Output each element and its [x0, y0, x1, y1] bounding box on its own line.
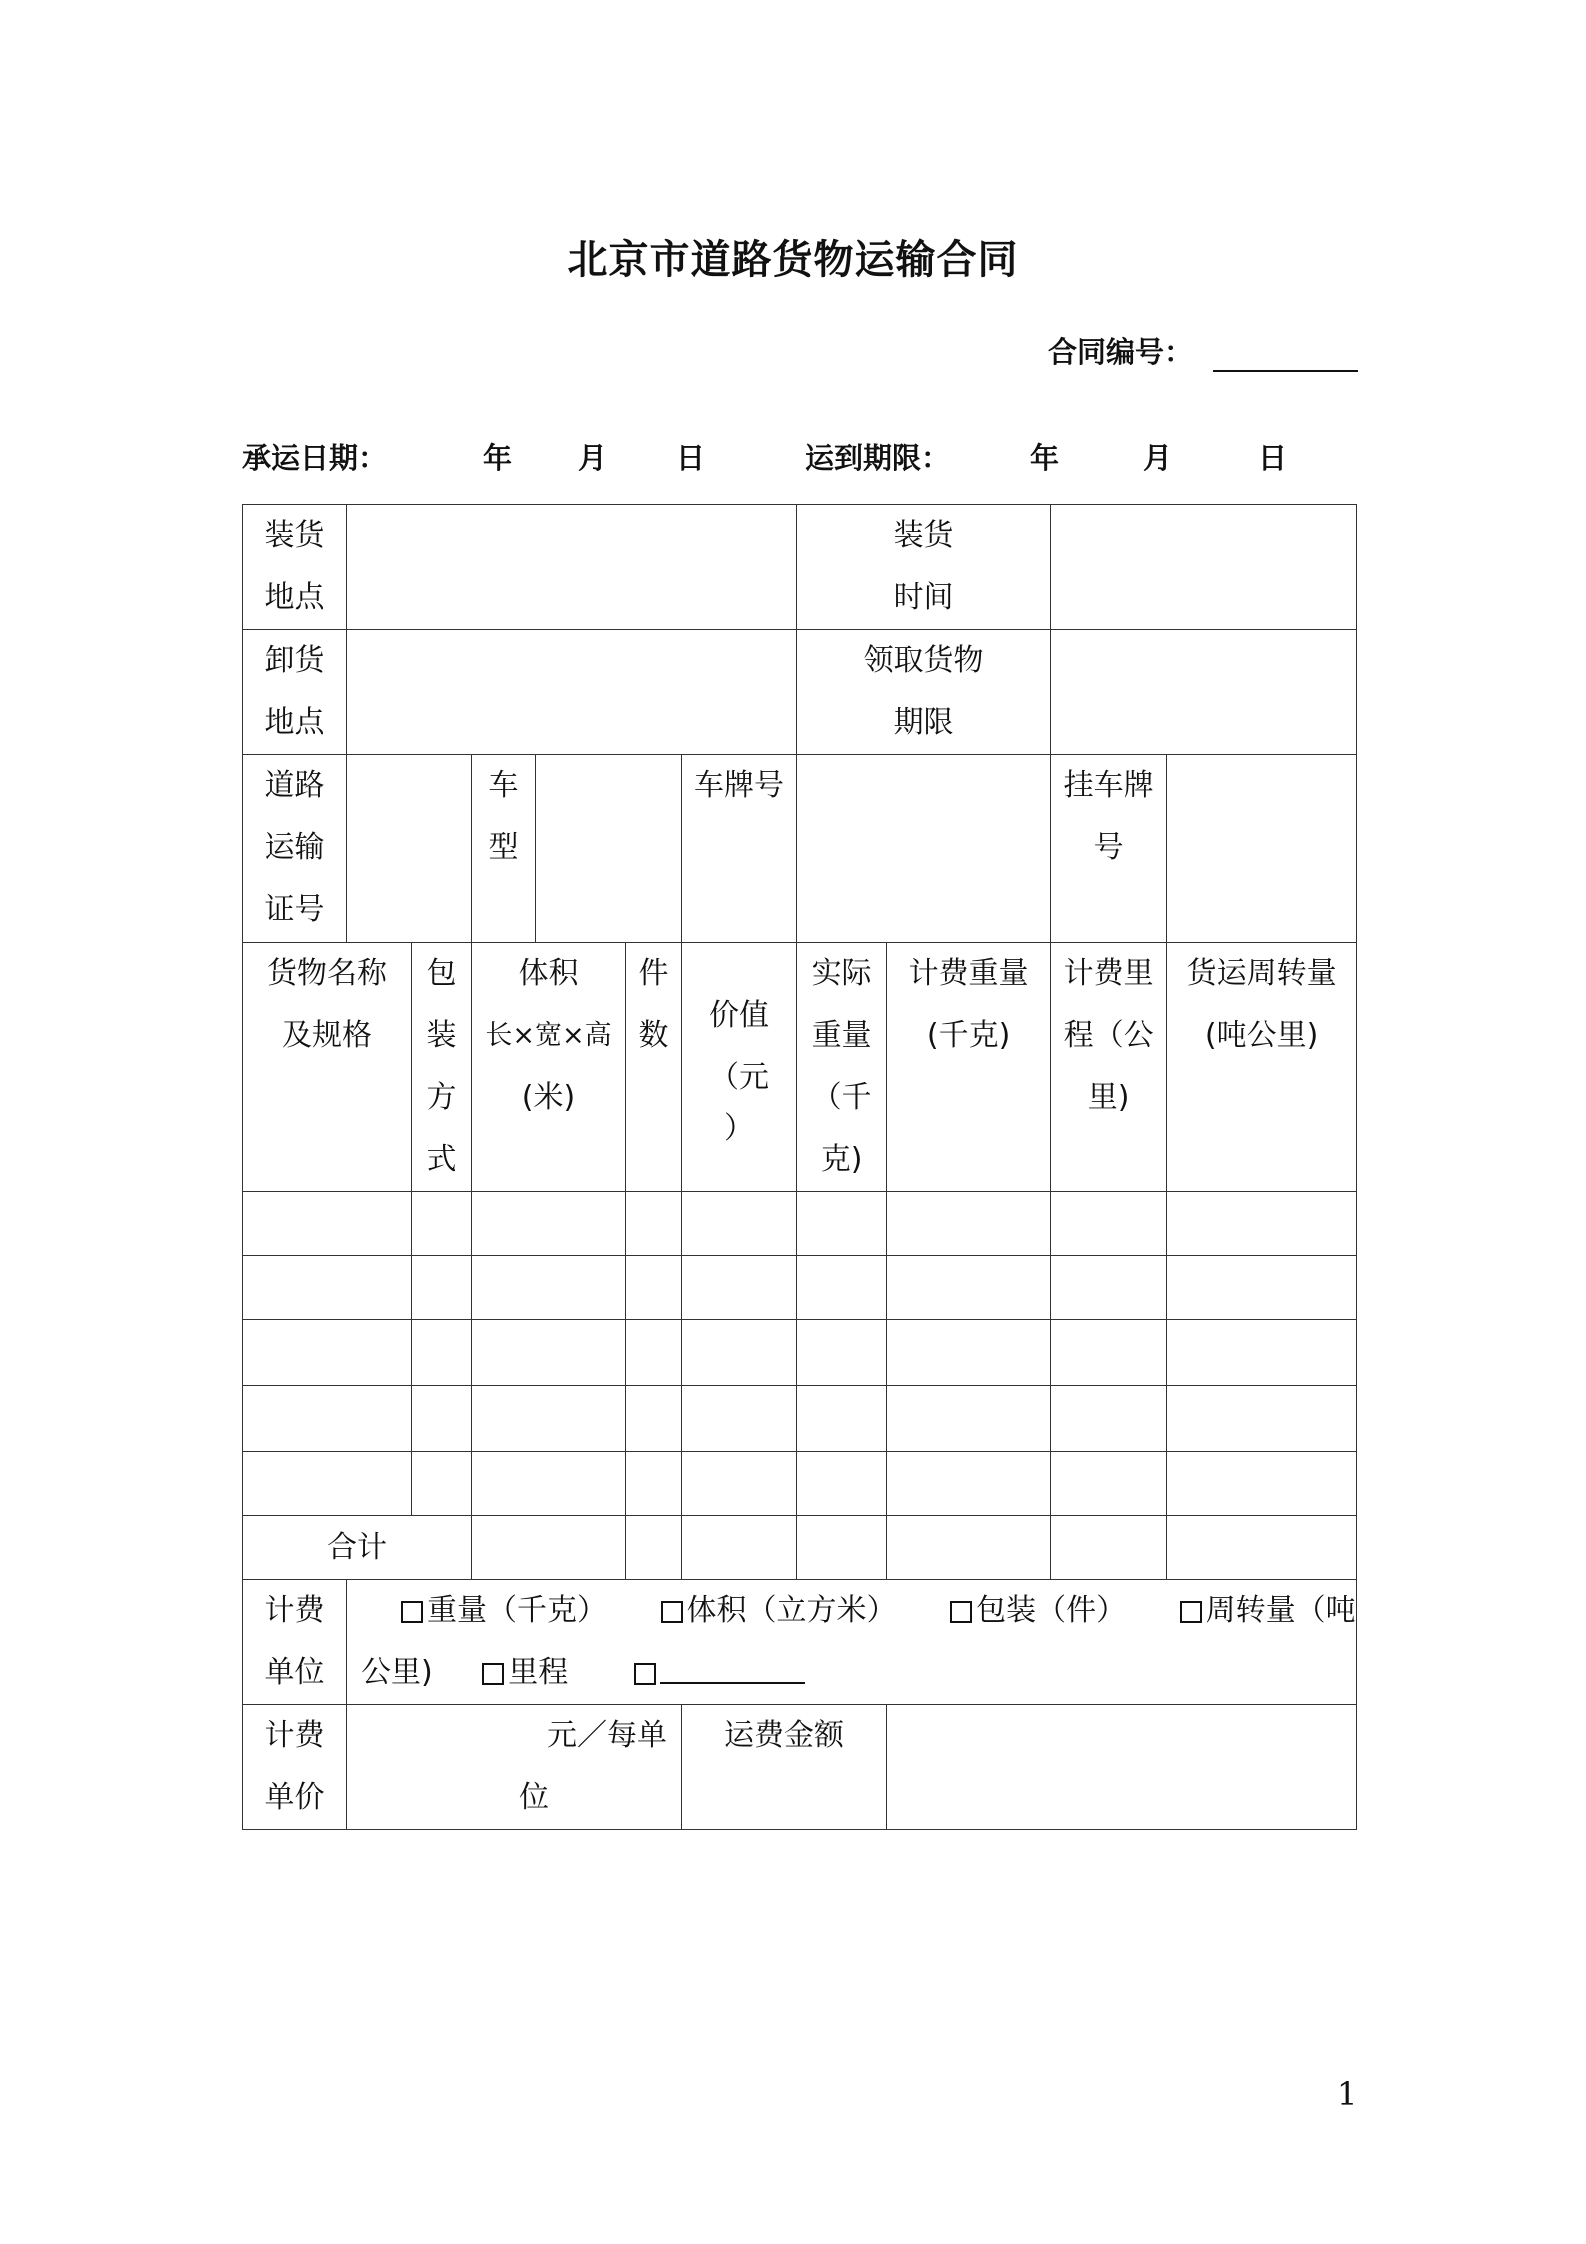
- col-actual-weight: 实际 重量 （千 克): [797, 943, 887, 1192]
- freight-amount-label: 运费金额: [682, 1705, 887, 1830]
- col-charge-weight: 计费重量 (千克): [887, 943, 1051, 1192]
- contract-number-label: 合同编号：: [1048, 335, 1194, 369]
- total-cell[interactable]: [1051, 1516, 1167, 1580]
- unloading-row: [243, 630, 1357, 755]
- total-label: 合计: [243, 1516, 472, 1580]
- goods-cell[interactable]: [682, 1256, 797, 1320]
- option-turnover[interactable]: 周转量（吨: [1180, 1593, 1356, 1628]
- goods-cell[interactable]: [412, 1320, 472, 1386]
- ship-day: 日: [676, 441, 706, 475]
- total-cell[interactable]: [797, 1516, 887, 1580]
- due-day: 日: [1258, 441, 1288, 475]
- vehicle-type-field[interactable]: [536, 755, 682, 943]
- goods-cell[interactable]: [626, 1192, 682, 1256]
- goods-cell[interactable]: [1051, 1320, 1167, 1386]
- option-mileage[interactable]: 里程: [482, 1655, 568, 1690]
- goods-cell[interactable]: [1167, 1452, 1357, 1516]
- option-volume[interactable]: 体积（立方米）: [661, 1593, 897, 1628]
- contract-number: [1048, 330, 1193, 371]
- page-number: 1: [1337, 2075, 1358, 2113]
- due-month: 月: [1143, 441, 1173, 475]
- vehicle-type-label: 车 型: [472, 755, 536, 943]
- total-cell[interactable]: [472, 1516, 626, 1580]
- option-other[interactable]: [634, 1655, 805, 1690]
- goods-cell[interactable]: [682, 1320, 797, 1386]
- goods-cell[interactable]: [682, 1452, 797, 1516]
- goods-cell[interactable]: [1051, 1386, 1167, 1452]
- goods-cell[interactable]: [1167, 1192, 1357, 1256]
- goods-cell[interactable]: [797, 1452, 887, 1516]
- goods-cell[interactable]: [887, 1256, 1051, 1320]
- pickup-deadline-field[interactable]: [1051, 630, 1357, 755]
- goods-cell[interactable]: [797, 1192, 887, 1256]
- col-volume: 体积 长×宽×高 (米): [472, 943, 626, 1192]
- due-date-label: 运到期限：: [805, 441, 951, 475]
- goods-cell[interactable]: [797, 1256, 887, 1320]
- goods-cell[interactable]: [412, 1386, 472, 1452]
- goods-cell[interactable]: [243, 1192, 412, 1256]
- goods-cell[interactable]: [243, 1256, 412, 1320]
- loading-row: [243, 505, 1357, 630]
- option-weight[interactable]: 重量（千克）: [401, 1593, 607, 1628]
- billing-unit-row: [243, 1580, 1357, 1705]
- total-cell[interactable]: [626, 1516, 682, 1580]
- plate-no-field[interactable]: [797, 755, 1051, 943]
- loading-place-label: 装货 地点: [243, 505, 347, 630]
- billing-unit-label: 计费 单位: [243, 1580, 347, 1705]
- total-cell[interactable]: [887, 1516, 1051, 1580]
- checkbox-icon[interactable]: [401, 1601, 423, 1623]
- goods-cell[interactable]: [412, 1256, 472, 1320]
- goods-cell[interactable]: [1167, 1256, 1357, 1320]
- trailer-plate-label: 挂车牌 号: [1051, 755, 1167, 943]
- goods-cell[interactable]: [1051, 1192, 1167, 1256]
- goods-cell[interactable]: [887, 1192, 1051, 1256]
- checkbox-icon[interactable]: [661, 1601, 683, 1623]
- due-year: 年: [1030, 441, 1060, 475]
- loading-time-label: 装货 时间: [797, 505, 1051, 630]
- goods-cell[interactable]: [412, 1452, 472, 1516]
- goods-cell[interactable]: [887, 1320, 1051, 1386]
- goods-cell[interactable]: [1051, 1452, 1167, 1516]
- loading-place-field[interactable]: [347, 505, 797, 630]
- goods-cell[interactable]: [472, 1386, 626, 1452]
- unloading-place-label: 卸货 地点: [243, 630, 347, 755]
- billing-unit-options: [347, 1580, 1357, 1705]
- goods-cell[interactable]: [626, 1386, 682, 1452]
- goods-cell[interactable]: [682, 1192, 797, 1256]
- goods-cell[interactable]: [1167, 1320, 1357, 1386]
- col-charge-mileage: 计费里 程（公 里): [1051, 943, 1167, 1192]
- goods-cell[interactable]: [887, 1386, 1051, 1452]
- col-value: 价值 （元 ）: [682, 943, 797, 1192]
- contract-number-field[interactable]: [1213, 370, 1358, 372]
- unloading-place-field[interactable]: [347, 630, 797, 755]
- goods-cell[interactable]: [887, 1452, 1051, 1516]
- transport-cert-label: 道路 运输 证号: [243, 755, 347, 943]
- document-title: 北京市道路货物运输合同: [567, 237, 1019, 283]
- goods-row: [243, 1452, 1357, 1516]
- total-cell[interactable]: [1167, 1516, 1357, 1580]
- goods-row: [243, 1192, 1357, 1256]
- goods-cell[interactable]: [626, 1320, 682, 1386]
- unit-price-row: [243, 1705, 1357, 1830]
- goods-cell[interactable]: [472, 1192, 626, 1256]
- goods-cell[interactable]: [243, 1386, 412, 1452]
- option-package[interactable]: 包装（件）: [950, 1593, 1126, 1628]
- checkbox-icon[interactable]: [634, 1663, 656, 1685]
- col-packing: 包 装 方 式: [412, 943, 472, 1192]
- goods-cell[interactable]: [797, 1386, 887, 1452]
- col-turnover: 货运周转量 (吨公里): [1167, 943, 1357, 1192]
- goods-cell[interactable]: [797, 1320, 887, 1386]
- ship-date-label: 承运日期：: [242, 441, 388, 475]
- goods-row: [243, 1320, 1357, 1386]
- ship-month: 月: [578, 441, 608, 475]
- transport-cert-field[interactable]: [347, 755, 472, 943]
- checkbox-icon[interactable]: [1180, 1601, 1202, 1623]
- col-goods-name: 货物名称 及规格: [243, 943, 412, 1192]
- goods-cell[interactable]: [626, 1256, 682, 1320]
- total-cell[interactable]: [682, 1516, 797, 1580]
- ship-year: 年: [483, 441, 513, 475]
- option-turnover-cont: 公里): [361, 1655, 433, 1690]
- other-unit-field[interactable]: [660, 1658, 805, 1684]
- goods-cell[interactable]: [682, 1386, 797, 1452]
- goods-cell[interactable]: [243, 1452, 412, 1516]
- goods-cell[interactable]: [472, 1452, 626, 1516]
- vehicle-row: [243, 755, 1357, 943]
- unit-price-label: 计费 单价: [243, 1705, 347, 1830]
- checkbox-icon[interactable]: [950, 1601, 972, 1623]
- goods-cell[interactable]: [243, 1320, 412, 1386]
- unit-price-field[interactable]: 元／每单 位: [347, 1705, 682, 1830]
- goods-row: [243, 1386, 1357, 1452]
- freight-amount-field[interactable]: [887, 1705, 1357, 1830]
- goods-row: [243, 1256, 1357, 1320]
- goods-cell[interactable]: [472, 1320, 626, 1386]
- goods-header-row: [243, 943, 1357, 1192]
- col-pieces: 件 数: [626, 943, 682, 1192]
- total-row: [243, 1516, 1357, 1580]
- plate-no-label: 车牌号: [682, 755, 797, 943]
- goods-cell[interactable]: [1167, 1386, 1357, 1452]
- goods-cell[interactable]: [412, 1192, 472, 1256]
- trailer-plate-field[interactable]: [1167, 755, 1357, 943]
- freight-form-table: [242, 504, 1357, 1830]
- checkbox-icon[interactable]: [482, 1663, 504, 1685]
- goods-cell[interactable]: [626, 1452, 682, 1516]
- goods-cell[interactable]: [472, 1256, 626, 1320]
- goods-cell[interactable]: [1051, 1256, 1167, 1320]
- loading-time-field[interactable]: [1051, 505, 1357, 630]
- pickup-deadline-label: 领取货物 期限: [797, 630, 1051, 755]
